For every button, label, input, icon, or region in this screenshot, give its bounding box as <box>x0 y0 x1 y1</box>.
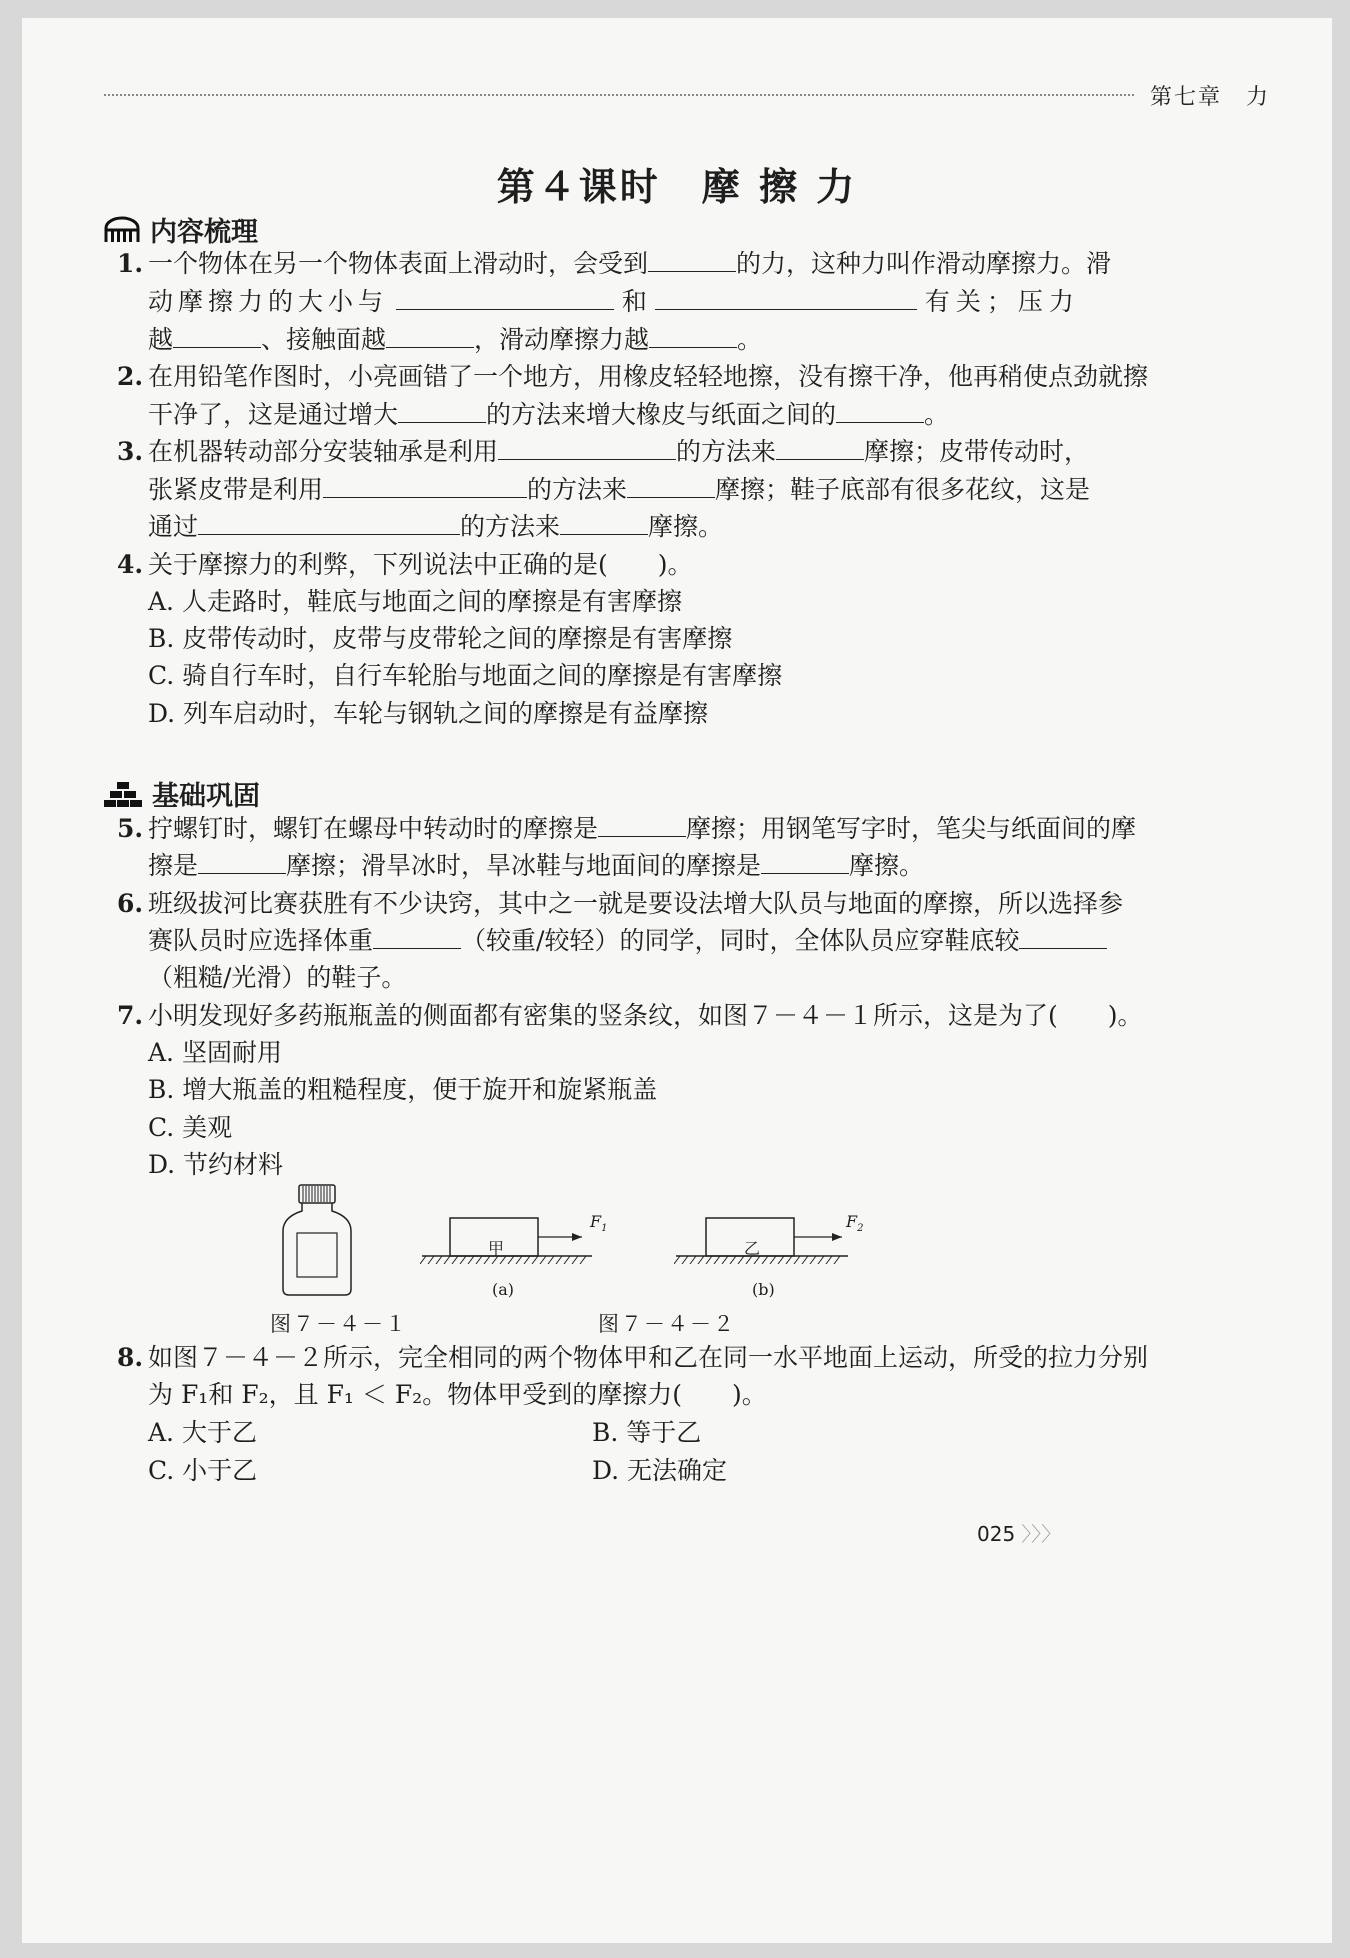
chapter-label: 第七章 力 <box>1150 85 1271 110</box>
option-c[interactable]: C. 骑自行车时，自行车轮胎与地面之间的摩擦是有害摩擦 <box>148 661 783 690</box>
question-stem: 关于摩擦力的利弊，下列说法中正确的是( )。 <box>148 550 693 579</box>
answer-blank[interactable] <box>398 400 486 423</box>
page-number: 025 〉〉〉 <box>977 1522 1062 1546</box>
question-number: 2. <box>117 362 144 391</box>
bricks-icon <box>104 781 142 807</box>
question-number: 5. <box>117 814 144 843</box>
subfigure-label: (b) <box>752 1280 775 1299</box>
option-a[interactable]: A. 人走路时，鞋底与地面之间的摩擦是有害摩擦 <box>148 587 682 616</box>
answer-blank[interactable] <box>627 475 715 498</box>
answer-blank[interactable] <box>836 400 924 423</box>
question-line: 动摩擦力的大小与 和 有关；压力 <box>148 287 1080 316</box>
figure-caption: 图７－４－２ <box>598 1312 736 1336</box>
question-number: 4. <box>117 550 144 579</box>
question-line: 在用铅笔作图时，小亮画错了一个地方，用橡皮轻轻地擦，没有擦干净，他再稍使点劲就擦 <box>148 362 1149 391</box>
option-d[interactable]: D. 无法确定 <box>592 1456 728 1485</box>
arrows-icon: 〉〉〉 <box>1021 1522 1062 1546</box>
question-line: （粗糙/光滑）的鞋子。 <box>148 963 407 992</box>
option-c[interactable]: C. 小于乙 <box>148 1456 258 1485</box>
question-line: 擦是 摩擦；滑旱冰时，旱冰鞋与地面间的摩擦是 摩擦。 <box>148 851 925 880</box>
question-stem: 小明发现好多药瓶瓶盖的侧面都有密集的竖条纹，如图７－４－１所示，这是为了( )。 <box>148 1001 1143 1030</box>
block-label: 乙 <box>744 1239 761 1258</box>
answer-blank[interactable] <box>198 851 286 874</box>
answer-blank[interactable] <box>598 814 686 837</box>
question-line: 班级拔河比赛获胜有不少诀窍，其中之一就是要设法增大队员与地面的摩擦，所以选择参 <box>148 889 1124 918</box>
option-a[interactable]: A. 大于乙 <box>148 1418 257 1447</box>
option-b[interactable]: B. 增大瓶盖的粗糙程度，便于旋开和旋紧瓶盖 <box>148 1075 658 1104</box>
question-line: 一个物体在另一个物体表面上滑动时，会受到 的力，这种力叫作滑动摩擦力。滑 <box>148 249 1112 278</box>
force-label: $F_1$ <box>590 1212 608 1235</box>
answer-blank[interactable] <box>655 287 917 310</box>
question-line: 为 F₁和 F₂，且 F₁ ＜ F₂。物体甲受到的摩擦力( )。 <box>148 1380 767 1409</box>
lesson-title: 第４课时 摩 擦 力 <box>496 165 858 209</box>
answer-blank[interactable] <box>776 437 864 460</box>
answer-blank[interactable] <box>648 249 736 272</box>
question-line: 越 、接触面越 ，滑动摩擦力越 。 <box>148 325 763 354</box>
question-line: 如图７－４－２所示，完全相同的两个物体甲和乙在同一水平地面上运动，所受的拉力分别 <box>148 1343 1149 1372</box>
option-d[interactable]: D. 节约材料 <box>148 1150 284 1179</box>
question-number: 8. <box>117 1343 144 1372</box>
question-number: 1. <box>117 249 144 278</box>
question-number: 6. <box>117 889 144 918</box>
question-line: 张紧皮带是利用 的方法来 摩擦；鞋子底部有很多花纹，这是 <box>148 475 1091 504</box>
block-a-figure <box>420 1208 610 1270</box>
answer-blank[interactable] <box>560 512 648 535</box>
arch-icon <box>104 216 140 244</box>
answer-blank[interactable] <box>649 325 737 348</box>
medicine-bottle-figure <box>277 1183 357 1298</box>
answer-blank[interactable] <box>396 287 614 310</box>
answer-blank[interactable] <box>198 512 460 535</box>
option-a[interactable]: A. 坚固耐用 <box>148 1038 282 1067</box>
question-line: 拧螺钉时，螺钉在螺母中转动时的摩擦是 摩擦；用钢笔写字时，笔尖与纸面间的摩 <box>148 814 1137 843</box>
question-line: 干净了，这是通过增大 的方法来增大橡皮与纸面之间的 。 <box>148 400 950 429</box>
question-number: 3. <box>117 437 144 466</box>
option-b[interactable]: B. 等于乙 <box>592 1418 702 1447</box>
option-c[interactable]: C. 美观 <box>148 1113 233 1142</box>
option-d[interactable]: D. 列车启动时，车轮与钢轨之间的摩擦是有益摩擦 <box>148 699 709 728</box>
question-number: 7. <box>117 1001 144 1030</box>
answer-blank[interactable] <box>373 926 461 949</box>
block-b-figure <box>674 1208 864 1270</box>
section-heading-2 <box>104 774 260 813</box>
section-title: 基础巩固 <box>152 781 260 812</box>
header-rule <box>104 94 1134 96</box>
answer-blank[interactable] <box>761 851 849 874</box>
textbook-page <box>22 18 1332 1943</box>
section-title: 内容梳理 <box>150 217 258 248</box>
question-line: 在机器转动部分安装轴承是利用 的方法来 摩擦；皮带传动时， <box>148 437 1090 466</box>
option-b[interactable]: B. 皮带传动时，皮带与皮带轮之间的摩擦是有害摩擦 <box>148 624 733 653</box>
answer-blank[interactable] <box>323 475 527 498</box>
answer-blank[interactable] <box>386 325 474 348</box>
answer-blank[interactable] <box>498 437 676 460</box>
section-heading-1 <box>104 210 258 249</box>
force-label: $F_2$ <box>846 1212 864 1235</box>
answer-blank[interactable] <box>1019 926 1107 949</box>
question-line: 赛队员时应选择体重 （较重/较轻）的同学，同时，全体队员应穿鞋底较 <box>148 924 1107 958</box>
question-line: 通过 的方法来 摩擦。 <box>148 512 724 541</box>
figure-caption: 图７－４－１ <box>270 1312 408 1336</box>
answer-blank[interactable] <box>173 325 261 348</box>
block-label: 甲 <box>488 1239 505 1258</box>
subfigure-label: (a) <box>492 1280 515 1299</box>
